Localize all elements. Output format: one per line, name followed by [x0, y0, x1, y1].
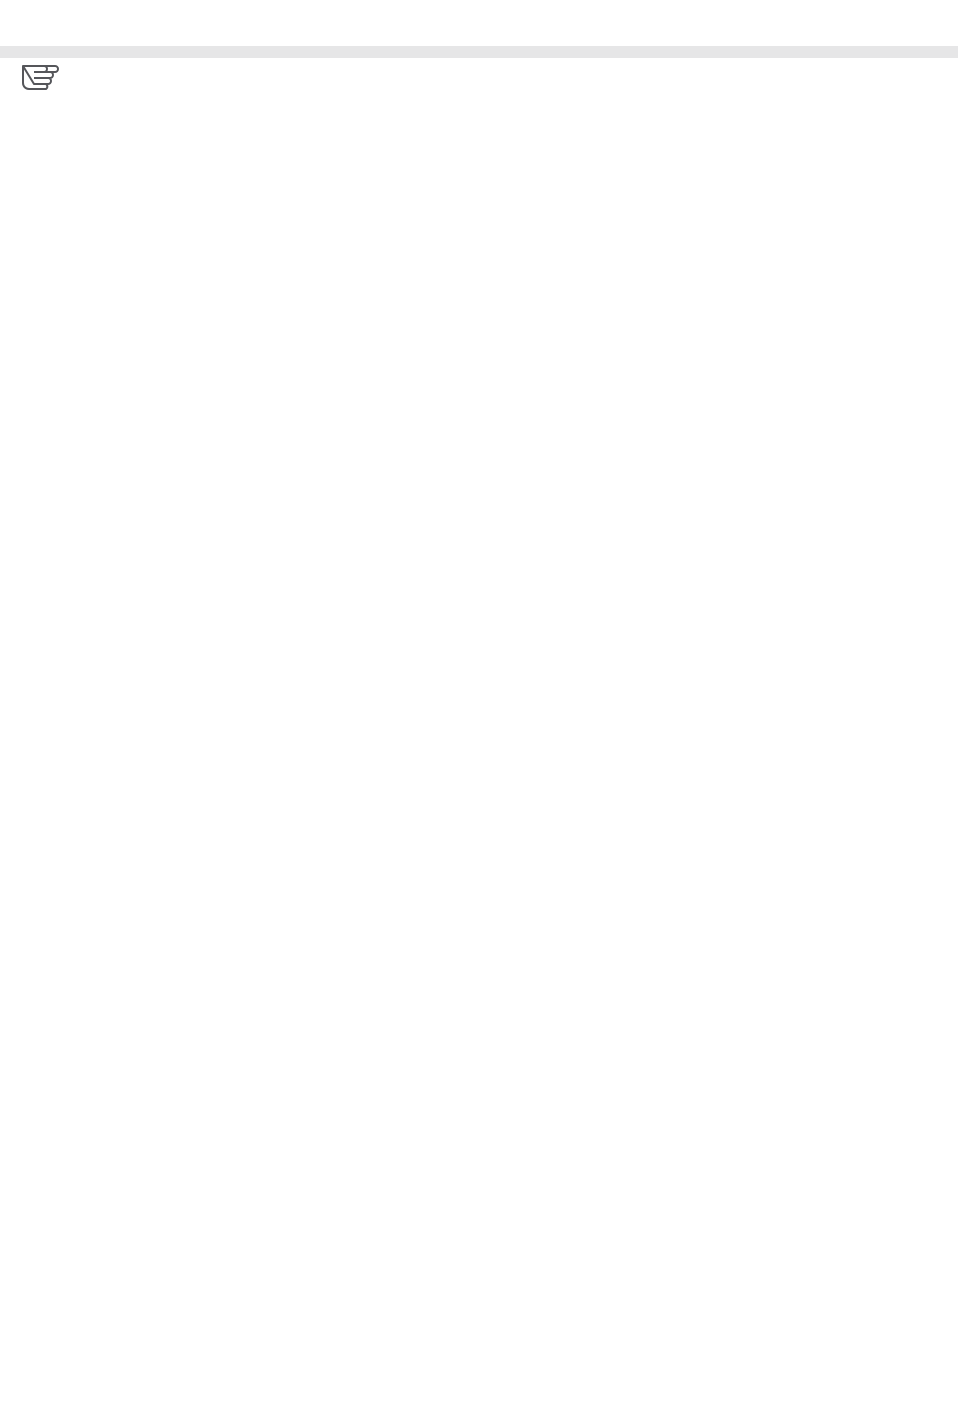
- pointing-hand-icon: [20, 57, 60, 91]
- document-page: [4, 0, 954, 70]
- spacer: [4, 16, 954, 26]
- info-box: [0, 46, 958, 58]
